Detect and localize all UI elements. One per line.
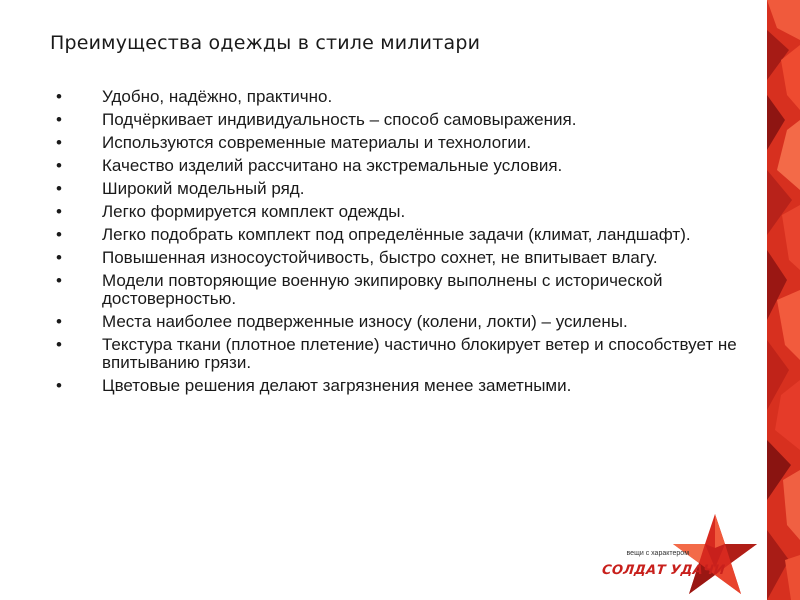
bullet-dot: •	[56, 271, 62, 290]
list-item	[50, 157, 765, 175]
list-item	[50, 134, 765, 152]
bullet-text: Цветовые решения делают загрязнения менее заметными.	[102, 376, 572, 395]
list-item	[50, 203, 765, 221]
slide-title: Преимущества одежды в стиле милитари	[50, 32, 481, 54]
bullet-text: Легко формируется комплект одежды.	[102, 202, 406, 221]
bullet-text: Качество изделий рассчитано на экстремальные условия.	[102, 156, 563, 175]
list-item	[50, 336, 765, 372]
bullet-text: Широкий модельный ряд.	[102, 179, 305, 198]
list-item	[50, 272, 765, 308]
bullet-dot: •	[56, 376, 62, 395]
bullet-text: Используются современные материалы и технологии.	[102, 133, 532, 152]
list-item	[50, 249, 765, 267]
bullet-text: Повышенная износоустойчивость, быстро сохнет, не впитывает влагу.	[102, 248, 658, 267]
bullet-dot: •	[56, 248, 62, 267]
list-item	[50, 111, 765, 129]
bullet-text: Легко подобрать комплект под определённые задачи (климат, ландшафт).	[102, 225, 691, 244]
bullet-dot: •	[56, 133, 62, 152]
bullet-text: Удобно, надёжно, практично.	[102, 87, 333, 106]
bullet-dot: •	[56, 110, 62, 129]
logo-tagline: вещи с характером	[626, 550, 689, 557]
decorative-side-strip	[767, 0, 800, 600]
bullet-text: Текстура ткани (плотное плетение) частично блокирует ветер и способствует не впитыванию грязи.	[102, 335, 737, 372]
list-item	[50, 226, 765, 244]
bullet-dot: •	[56, 87, 62, 106]
bullet-text: Подчёркивает индивидуальность – способ самовыражения.	[102, 110, 577, 129]
bullet-dot: •	[56, 202, 62, 221]
bullet-text: Модели повторяющие военную экипировку выполнены с исторической достоверностью.	[102, 271, 663, 308]
brand-logo	[595, 508, 765, 600]
logo-brand-name: СОЛДАТ УДАЧИ	[601, 563, 726, 578]
list-item	[50, 377, 765, 395]
list-item	[50, 180, 765, 198]
bullet-text: Места наиболее подверженные износу (колени, локти) – усилены.	[102, 312, 628, 331]
bullet-dot: •	[56, 179, 62, 198]
bullet-list	[50, 88, 765, 400]
list-item	[50, 313, 765, 331]
bullet-dot: •	[56, 312, 62, 331]
list-item	[50, 88, 765, 106]
bullet-dot: •	[56, 335, 62, 354]
bullet-dot: •	[56, 225, 62, 244]
bullet-dot: •	[56, 156, 62, 175]
